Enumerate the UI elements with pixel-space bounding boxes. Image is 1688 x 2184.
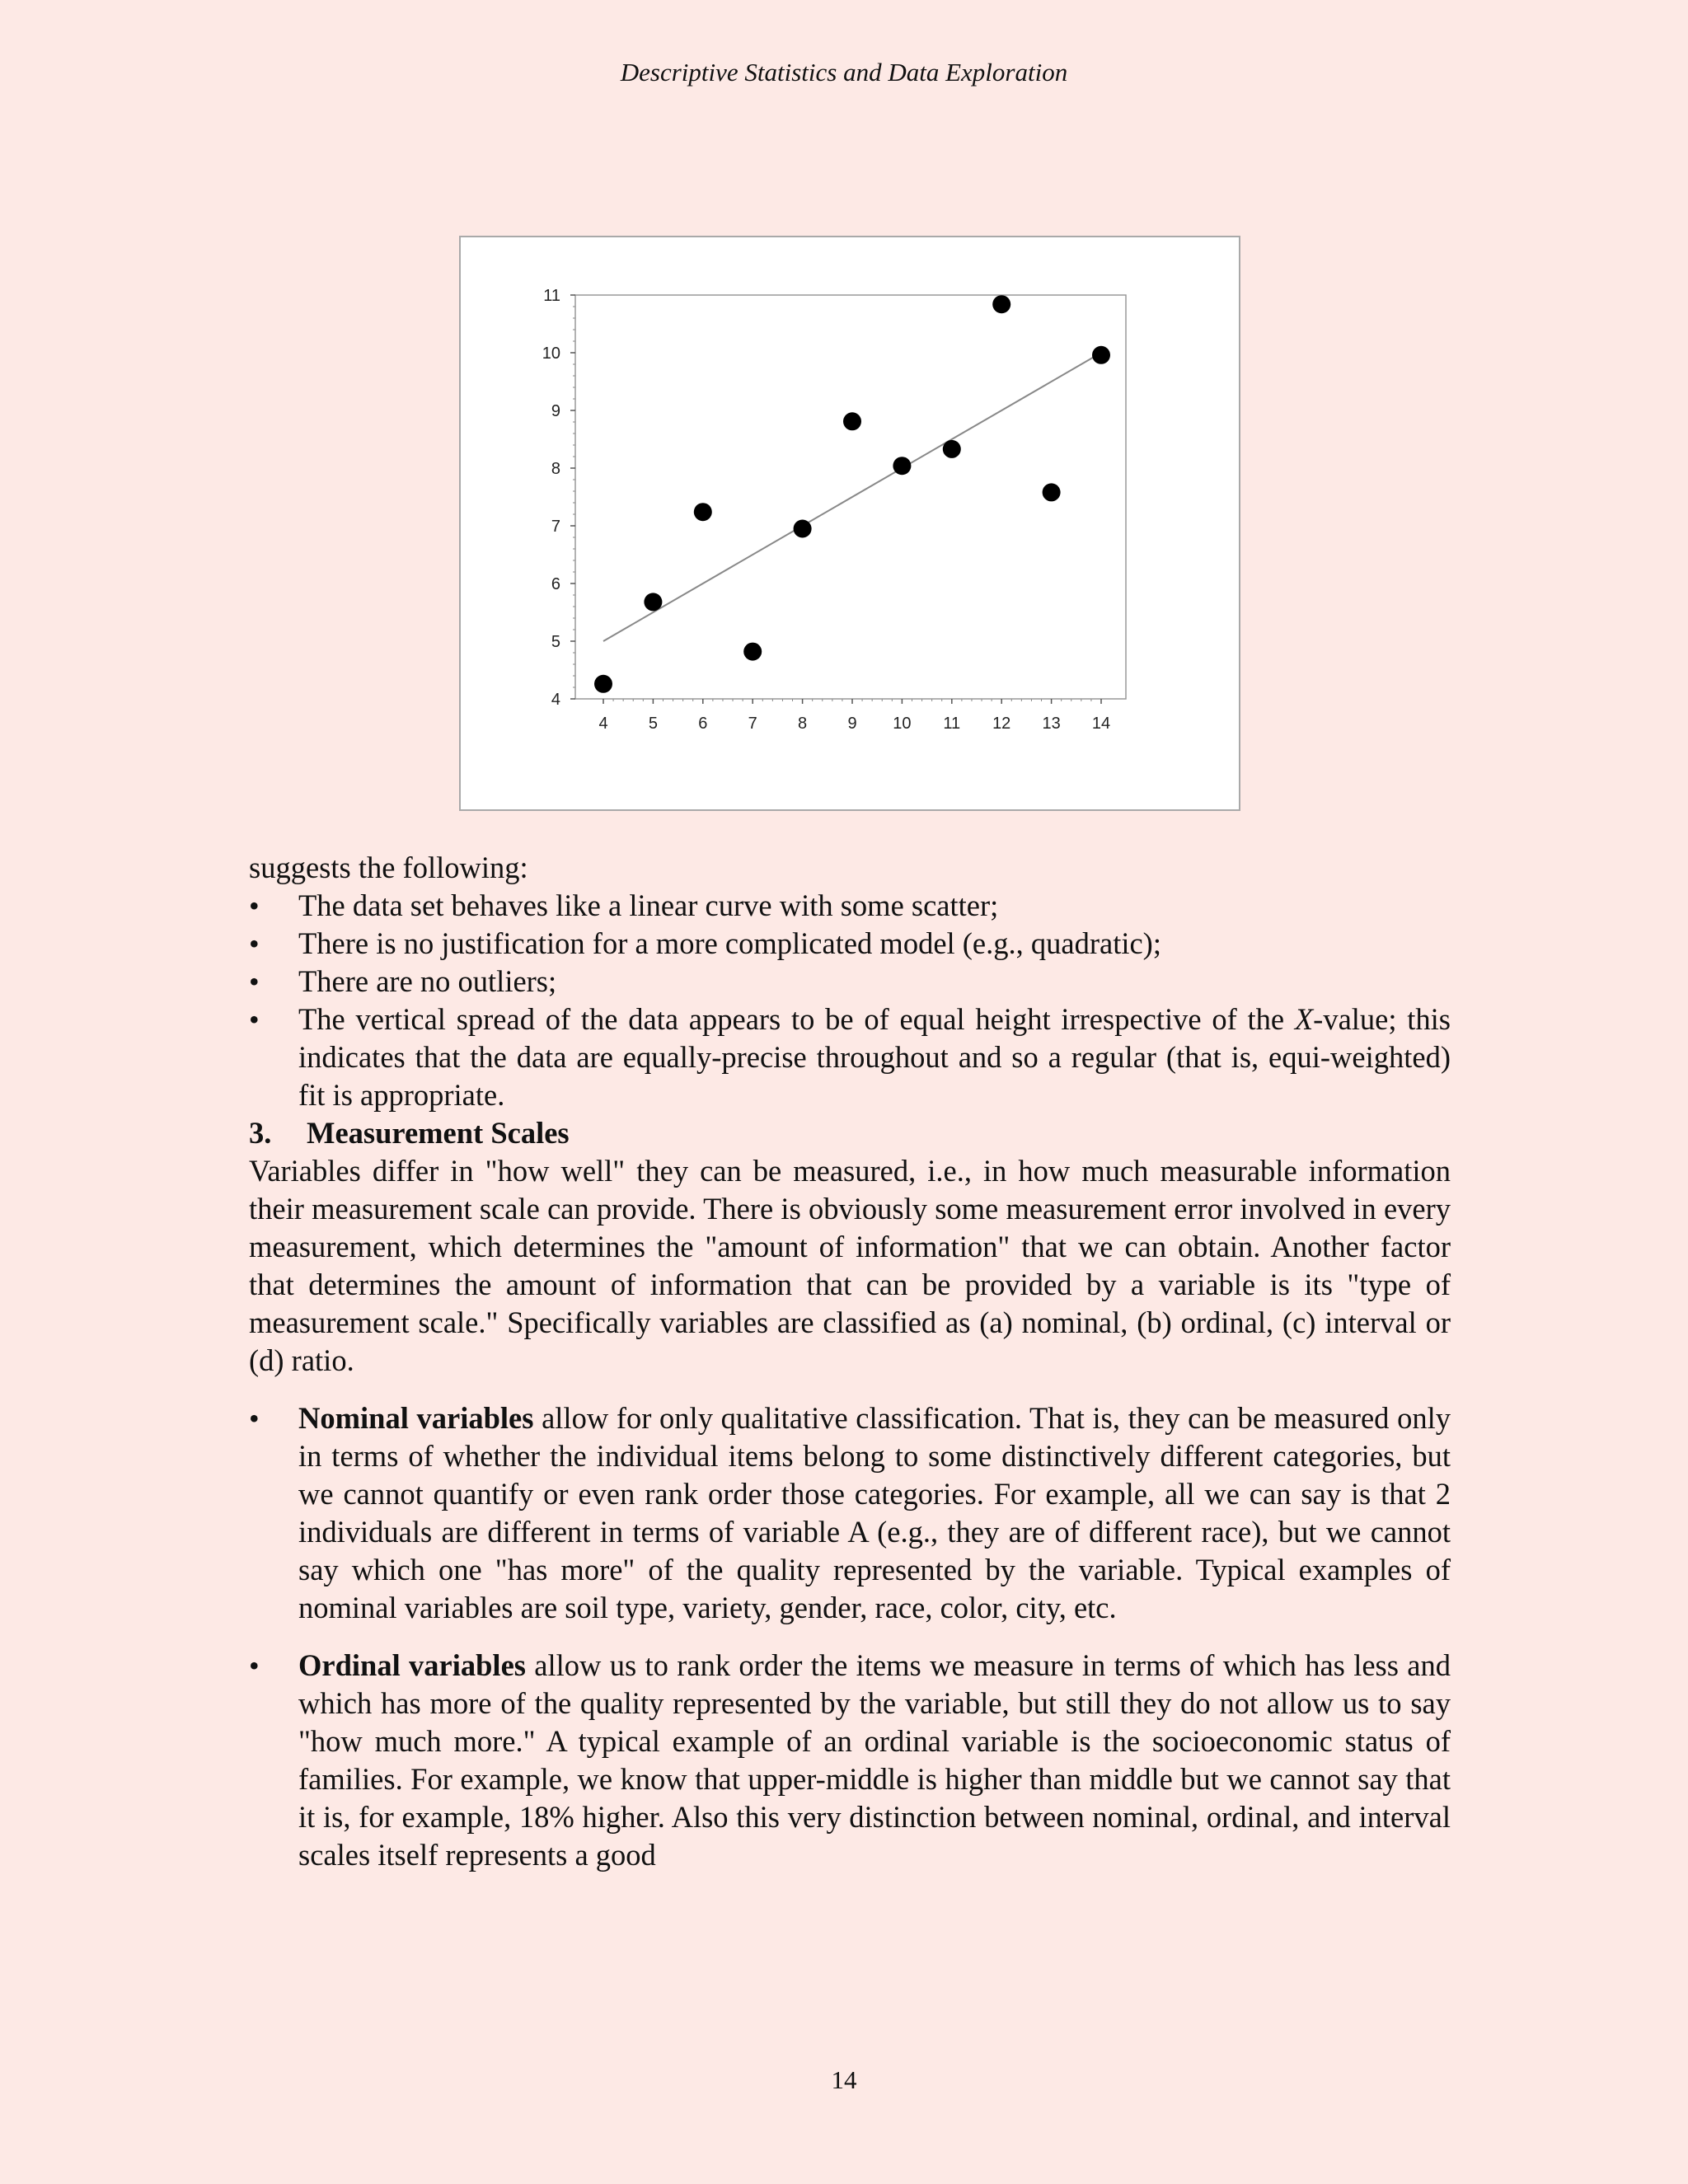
nominal-item: [249, 1399, 1451, 1627]
observation-item: [249, 1001, 1451, 1114]
x-variable: X: [1294, 1002, 1314, 1036]
data-point: [1043, 483, 1061, 501]
data-point: [943, 440, 961, 458]
section-heading: [249, 1114, 1451, 1152]
fit-line: [603, 353, 1101, 641]
page-body: [249, 849, 1451, 1874]
data-point: [992, 295, 1010, 313]
observation-text: The vertical spread of the data appears to be of equal height irrespective of the: [298, 1002, 1295, 1036]
intro-lead: suggests the following:: [249, 851, 528, 884]
y-tick-label: 8: [551, 460, 560, 478]
plot-frame: [575, 295, 1126, 699]
x-tick-label: 6: [698, 715, 708, 733]
observation-item: • There are no outliers;: [249, 963, 1451, 1001]
y-tick-label: 4: [551, 691, 560, 709]
data-point: [843, 412, 861, 430]
x-tick-label: 14: [1091, 715, 1111, 733]
section-number: 3.: [249, 1116, 272, 1150]
scale-types-list: [249, 1399, 1451, 1874]
ordinal-term: Ordinal variables: [298, 1648, 526, 1682]
data-point: [594, 675, 612, 693]
observation-item: • The data set behaves like a linear curve with some scatter;: [249, 887, 1451, 925]
data-point: [893, 457, 911, 475]
section-title: Measurement Scales: [307, 1116, 570, 1150]
data-point: [694, 503, 712, 521]
x-tick-label: 7: [748, 715, 757, 733]
x-tick-label: 11: [943, 715, 961, 733]
x-tick-label: 5: [648, 715, 658, 733]
nominal-term: Nominal variables: [298, 1401, 534, 1435]
section-paragraph: Variables differ in "how well" they can be measured, i.e., in how much measurable information their measurement scale can provide. There is obviously some measurement error involved in every measurement, which determines the "amount of information" that we can obtain. Another factor that determines the amount of information that can be provided by a variable is its "type of measurement scale." Specifically variables are classified as (a) nominal, (b) ordinal, (c) interval or (d) ratio.: [249, 1154, 1451, 1377]
observation-item: • There is no justification for a more complicated model (e.g., quadratic);: [249, 925, 1451, 963]
x-tick-label: 12: [992, 715, 1011, 733]
nominal-text: allow for only qualitative classification. That is, they can be measured only in terms of whether the individual items belong to some distinctively different categories, but we cannot quantify or even rank order those categories. For example, all we can say is that 2 individuals are different in terms of variable A (e.g., they are of different race), but we cannot say which one "has more" of the quality represented by the variable. Typical examples of nominal variables are soil type, variety, gender, race, color, city, etc.: [298, 1401, 1451, 1624]
data-point: [1092, 346, 1110, 364]
y-tick-label: 10: [542, 344, 560, 363]
x-tick-label: 8: [798, 715, 808, 733]
data-point: [743, 643, 762, 661]
data-point: [794, 520, 812, 538]
x-tick-label: 4: [598, 715, 608, 733]
y-tick-label: 7: [551, 518, 560, 536]
x-tick-label: 10: [893, 715, 912, 733]
data-point: [644, 593, 662, 611]
y-tick-label: 5: [551, 633, 560, 651]
ordinal-item: [249, 1647, 1451, 1874]
x-tick-label: 13: [1042, 715, 1061, 733]
y-tick-label: 6: [551, 575, 560, 593]
observation-text: -value; this indicates that the data are equally-precise throughout and so a regular (that is, equi-weighted) fit is appropriate.: [298, 1002, 1451, 1112]
running-header: Descriptive Statistics and Data Exploration: [620, 58, 1068, 87]
scatter-plot-figure: [459, 236, 1240, 811]
ordinal-text: allow us to rank order the items we measure in terms of which has less and which has more of the quality represented by the variable, but still they do not allow us to say "how much more." A typical example of an ordinal variable is the socioeconomic status of families. For example, we know that upper-middle is higher than middle but we cannot say that it is, for example, 18% higher. Also this very distinction between nominal, ordinal, and interval scales itself represents a good: [298, 1648, 1451, 1872]
scatter-plot: [461, 237, 1239, 809]
y-tick-label: 11: [543, 287, 560, 305]
observations-list: [249, 887, 1451, 1114]
x-tick-label: 9: [847, 715, 857, 733]
page-number: 14: [831, 2065, 857, 2094]
y-tick-label: 9: [551, 402, 560, 420]
